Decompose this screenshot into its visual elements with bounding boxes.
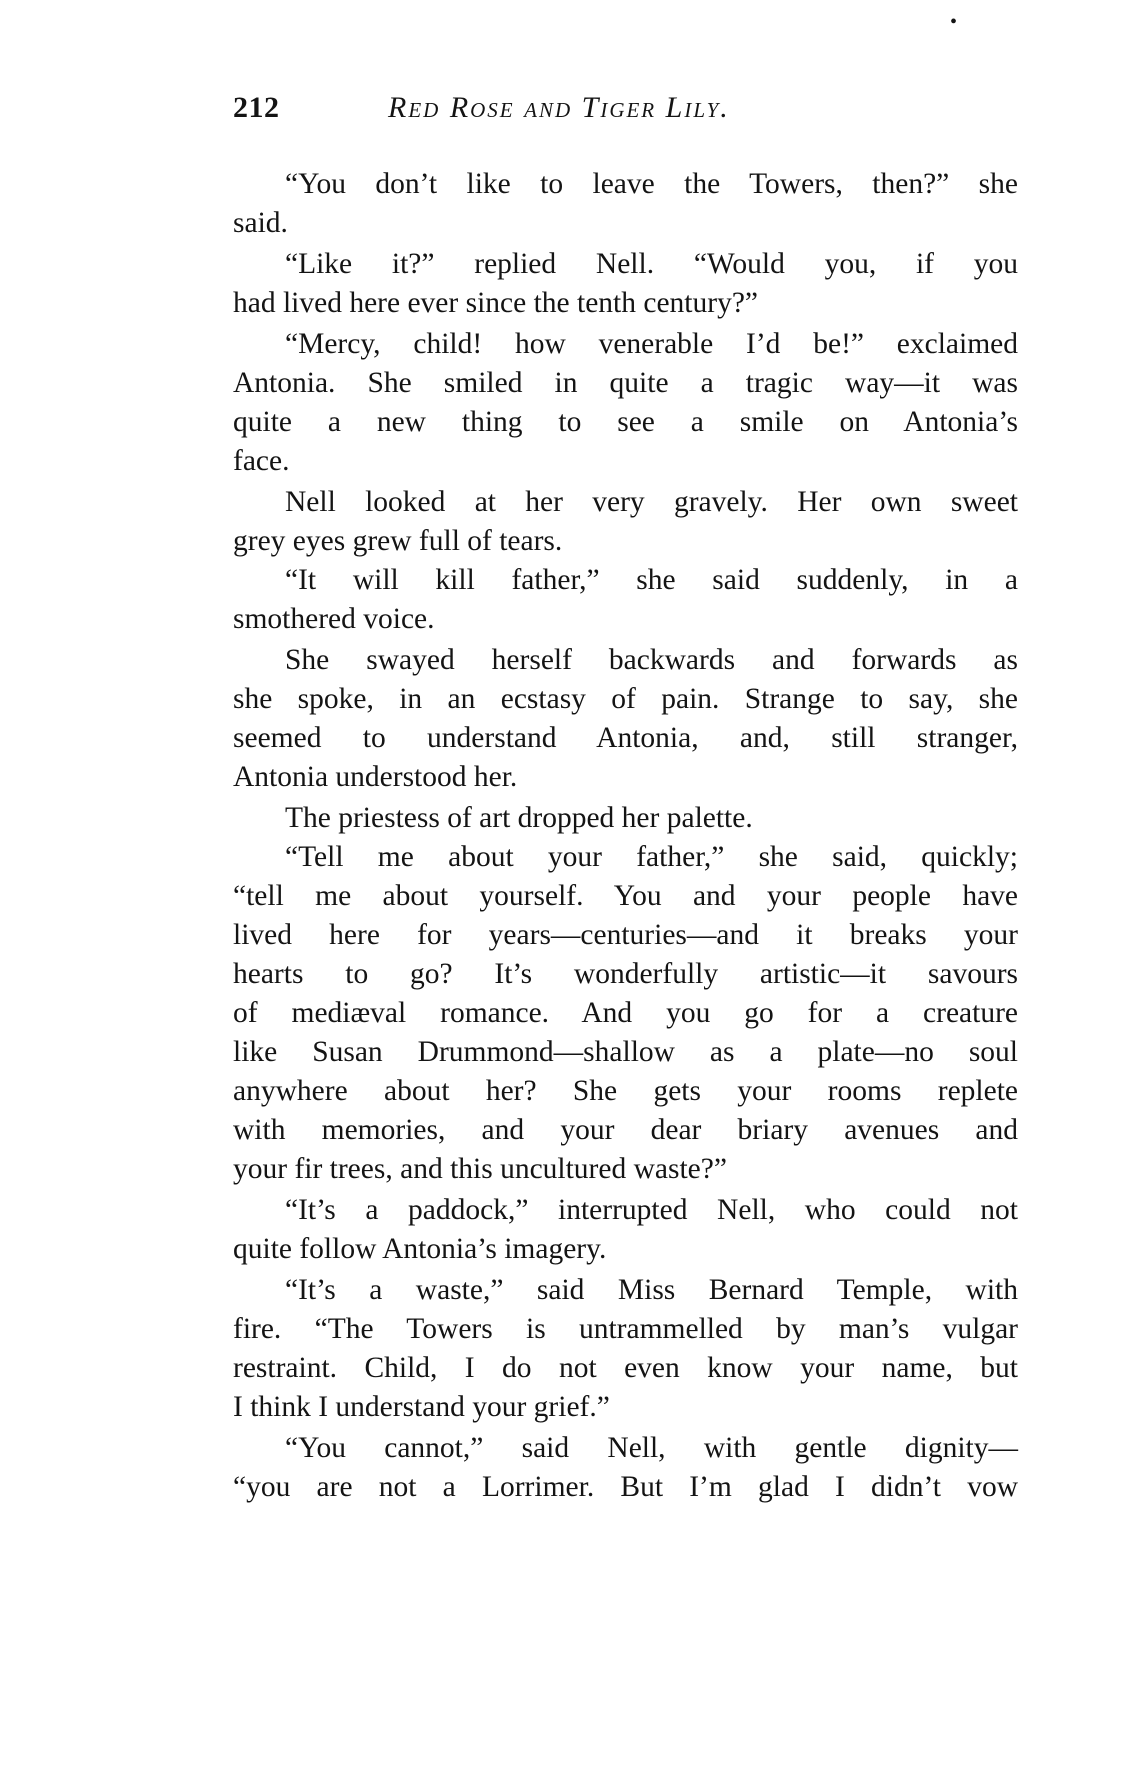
running-title: Red Rose and Tiger Lily. xyxy=(388,91,730,124)
text-line: said. xyxy=(233,207,288,239)
text-line: smothered voice. xyxy=(233,603,435,635)
text-line: I think I understand your grief.” xyxy=(233,1391,610,1423)
text-line: hearts to go? It’s wonderfully artistic—it savours xyxy=(233,958,1018,990)
text-line: seemed to understand Antonia, and, still stranger, xyxy=(233,722,1018,754)
text-line: quite follow Antonia’s imagery. xyxy=(233,1233,607,1265)
text-line: “It will kill father,” she said suddenly, in a xyxy=(285,564,1018,596)
text-line: “You don’t like to leave the Towers, then?” she xyxy=(285,168,1018,200)
text-line: “you are not a Lorrimer. But I’m glad I didn’t vow xyxy=(233,1471,1018,1503)
text-line: quite a new thing to see a smile on Antonia’s xyxy=(233,406,1018,438)
text-line: of mediæval romance. And you go for a creature xyxy=(233,997,1018,1029)
body-text xyxy=(233,165,1018,1507)
text-line: “tell me about yourself. You and your people have xyxy=(233,880,1018,912)
text-line: “Mercy, child! how venerable I’d be!” exclaimed xyxy=(285,328,1018,360)
text-line: she spoke, in an ecstasy of pain. Strange to say, she xyxy=(233,683,1018,715)
page-number: 212 xyxy=(233,91,280,124)
text-line: like Susan Drummond—shallow as a plate—no soul xyxy=(233,1036,1018,1068)
text-line: restraint. Child, I do not even know your name, but xyxy=(233,1352,1018,1384)
text-line: “Tell me about your father,” she said, quickly; xyxy=(285,841,1018,873)
text-line: your fir trees, and this uncultured waste?” xyxy=(233,1153,727,1185)
text-line: Antonia understood her. xyxy=(233,761,518,793)
text-line: “Like it?” replied Nell. “Would you, if you xyxy=(285,248,1018,280)
text-line: with memories, and your dear briary avenues and xyxy=(233,1114,1018,1146)
text-line: The priestess of art dropped her palette. xyxy=(285,802,753,834)
text-line: She swayed herself backwards and forwards as xyxy=(285,644,1018,676)
text-line: fire. “The Towers is untrammelled by man’s vulgar xyxy=(233,1313,1018,1345)
running-head xyxy=(233,88,1018,128)
text-line: Antonia. She smiled in quite a tragic way—it was xyxy=(233,367,1018,399)
text-line: “It’s a paddock,” interrupted Nell, who could not xyxy=(285,1194,1018,1226)
text-line: anywhere about her? She gets your rooms replete xyxy=(233,1075,1018,1107)
text-line: grey eyes grew full of tears. xyxy=(233,525,563,557)
text-line: lived here for years—centuries—and it breaks your xyxy=(233,919,1018,951)
print-speck: • xyxy=(950,11,958,33)
text-line: face. xyxy=(233,445,290,477)
text-line: Nell looked at her very gravely. Her own sweet xyxy=(285,486,1018,518)
text-line: “You cannot,” said Nell, with gentle dignity— xyxy=(285,1432,1018,1464)
text-line: “It’s a waste,” said Miss Bernard Temple, with xyxy=(285,1274,1018,1306)
text-line: had lived here ever since the tenth century?” xyxy=(233,287,759,319)
